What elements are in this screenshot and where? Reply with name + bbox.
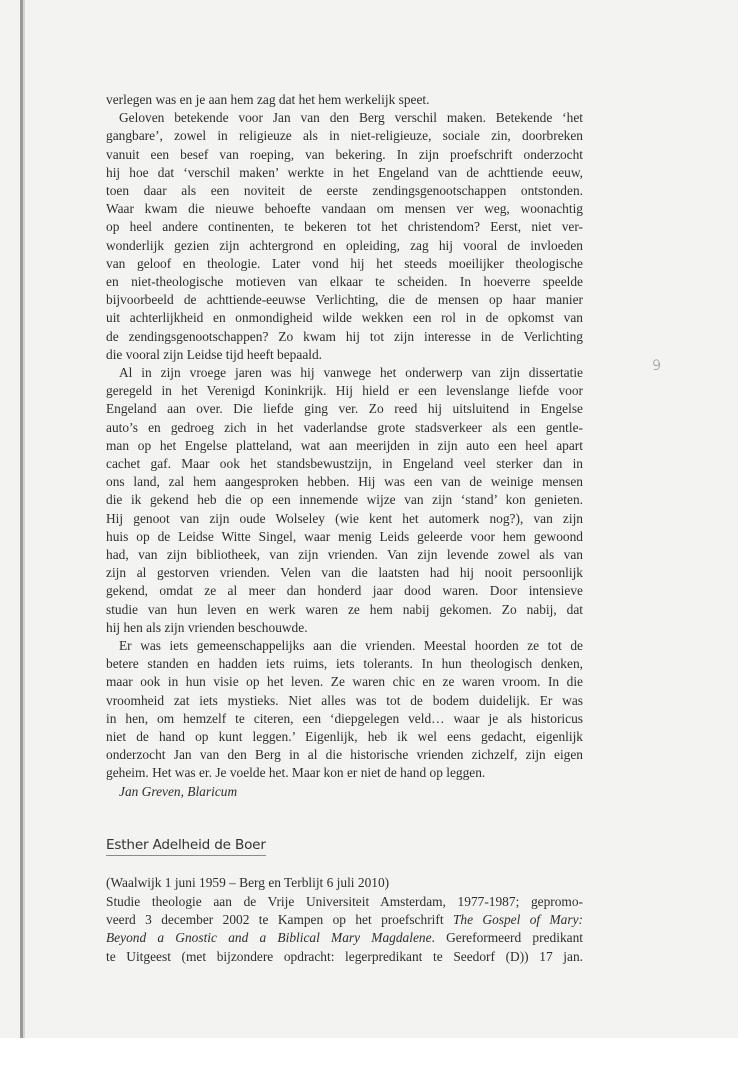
text-line: auto’s en gedroeg zich in het vaderlandse grote stadsverkeer als een gentle-	[106, 419, 583, 435]
text-line: Er was iets gemeenschappelijks aan die vrienden. Meestal hoorden ze tot de	[119, 638, 583, 653]
page-binding-shadow	[23, 0, 25, 1038]
text-line: huis op de Leidse Witte Singel, waar menig Leids geleerde voor hem gewoond	[106, 528, 583, 544]
text-line: en niet-theologische motieven van elkaar te scheiden. In hoeverre speelde	[106, 274, 583, 289]
text-line: bijvoorbeeld de achttiende-eeuwse Verlichting, die de mensen op haar manier	[106, 292, 583, 308]
dissertation-title: The Gospel of Mary:	[452, 912, 583, 927]
text-line: hij hen als zijn vrienden beschouwde.	[106, 619, 308, 635]
text-line: maar ook in hun visie op het leven. Ze waren chic en ze waren vroom. In die	[106, 674, 583, 690]
text-line: die vooral zijn Leidse tijd heeft bepaald.	[106, 346, 323, 362]
biography-line: Studie theologie aan de Vrije Universiteit Amsterdam, 1977-1987; gepromo-	[106, 894, 583, 909]
biography-line	[106, 929, 583, 947]
text-line: wonderlijk gezien zijn achtergrond en opleiding, zag hij vooral de invloeden	[106, 237, 583, 253]
biography-text: . Gereformeerd predikant	[431, 930, 583, 945]
biography-dates: (Waalwijk 1 juni 1959 – Berg en Terblijt 6 juli 2010)	[106, 875, 390, 890]
text-line: Waar kwam die nieuwe behoefte vandaan om mensen ver weg, woonachtig	[106, 201, 583, 217]
text-line: Geloven betekende voor Jan van den Berg verschil maken. Betekende ‘het	[119, 110, 583, 126]
biography-line	[106, 911, 583, 929]
text-line: gekend, omdat ze al meer dan honderd jaar dood waren. Door intensieve	[106, 583, 583, 599]
text-line: die ik gekend heb die op een innemende wijze van zijn ‘stand’ kon genieten.	[106, 492, 583, 508]
text-line: man op het Engelse platteland, wat aan meerijden in zijn auto een heel apart	[106, 437, 583, 453]
text-line: onderzocht Jan van den Berg in al die historische vrienden zichzelf, zijn eigen	[106, 747, 583, 763]
section-heading: Esther Adelheid de Boer	[106, 837, 266, 856]
biography-line: te Uitgeest (met bijzondere opdracht: legerpredikant te Seedorf (D)) 17 jan.	[106, 949, 583, 964]
text-line: had, van zijn bibliotheek, van zijn vrienden. Van zijn levende zowel als van	[106, 547, 583, 562]
text-line: Al in zijn vroege jaren was hij vanwege het onderwerp van zijn dissertatie	[119, 365, 583, 380]
text-line: Hij genoot van zijn oude Wolseley (wie kent het automerk nog?), van zijn	[106, 510, 583, 526]
text-line: ons land, zal hem aangesproken hebben. Hij was een van de weinige mensen	[106, 474, 583, 490]
dissertation-subtitle: Beyond a Gnostic and a Biblical Mary Magdalene	[106, 930, 432, 945]
text-line: zijn al gestorven vrienden. Velen van die laatsten had hij nooit persoonlijk	[106, 565, 583, 581]
text-line: op heel andere continenten, te bekeren tot het christendom? Eerst, niet ver-	[106, 219, 583, 235]
text-line: de zendingsgenootschappen? Zo kwam hij tot zijn interesse in de Verlichting	[106, 328, 583, 344]
text-line: Engeland aan over. Die liefde ging ver. Zo reed hij uitsluitend in Engelse	[106, 401, 583, 417]
text-line: niet de hand op kunt leggen.’ Eigenlijk, heb ik wel eens gedacht, eigenlijk	[106, 729, 583, 744]
text-line: hij hoe dat ‘verschil maken’ werkte in het Engeland van de achttiende eeuw,	[106, 164, 583, 180]
page-number: 9	[652, 358, 661, 374]
text-line: geheim. Het was er. Je voelde het. Maar kon er niet de hand op leggen.	[106, 765, 486, 781]
text-line: cachet gaf. Maar ook het standsbewustzijn, in Engeland veel sterker dan in	[106, 456, 583, 471]
text-line: vroomheid zat iets mystieks. Niet alles was tot de bodem duidelijk. Er was	[106, 692, 583, 708]
text-line: vanuit een besef van roeping, van bekering. In zijn proefschrift onderzocht	[106, 146, 583, 162]
biography-text: veerd 3 december 2002 te Kampen op het proefschrift	[106, 912, 453, 927]
text-line: studie van hun leven en werk waren ze hem nabij gekomen. Zo nabij, dat	[106, 601, 583, 617]
text-line: in hen, om hemzelf te citeren, een ‘diepgelegen veld… waar je als historicus	[106, 710, 583, 726]
text-line: gangbare’, zowel in religieuze als in niet-religieuze, sociale zin, doorbreken	[106, 128, 583, 144]
text-line: toen daar als een noviteit de eerste zendingsgenootschappen ontstonden.	[106, 183, 583, 198]
text-line: uit achterlijkheid en onmondigheid wilde wekken een rol in de opkomst van	[106, 310, 583, 326]
author-signature: Jan Greven, Blaricum	[119, 783, 238, 799]
text-line: betere standen en hadden iets ruims, iets tolerants. In hun theologisch denken,	[106, 656, 583, 672]
text-line: geregeld in het Verenigd Koninkrijk. Hij hield er een levenslange liefde voor	[106, 383, 583, 399]
text-line: van geloof en theologie. Later vond hij het steeds moeilijker theologische	[106, 255, 583, 271]
text-line: verlegen was en je aan hem zag dat het hem werkelijk speet.	[106, 92, 430, 107]
